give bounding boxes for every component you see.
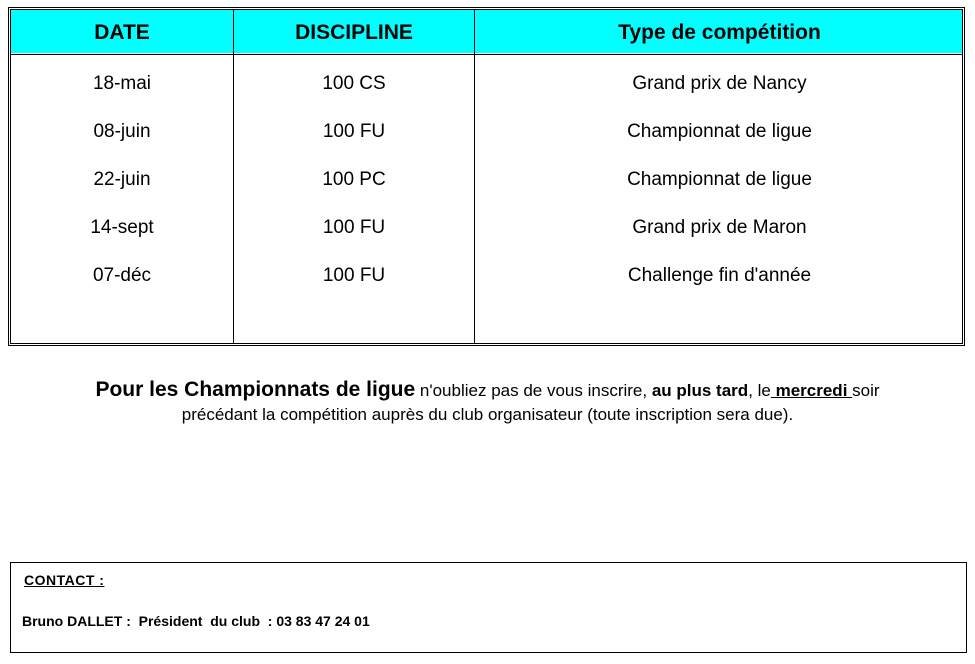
- schedule-table: [8, 7, 965, 346]
- cell-discipline: 100 PC: [322, 169, 386, 190]
- header-type: Type de compétition: [618, 21, 821, 44]
- cell-type: Grand prix de Maron: [632, 217, 807, 238]
- notice-deadline: au plus tard: [651, 381, 749, 400]
- contact-title: CONTACT :: [24, 572, 105, 588]
- cell-type: Challenge fin d'année: [627, 265, 812, 286]
- cell-type: Championnat de ligue: [627, 169, 812, 190]
- notice-text: , le: [748, 381, 771, 400]
- cell-date: 08-juin: [93, 121, 151, 142]
- header-date: DATE: [94, 21, 150, 44]
- notice-text: n'oubliez pas de vous inscrire,: [415, 381, 652, 400]
- cell-date: 07-déc: [92, 265, 152, 286]
- registration-notice: [0, 378, 975, 427]
- cell-date: 22-juin: [93, 169, 151, 190]
- notice-line-2: précédant la compétition auprès du club organisateur (toute inscription sera due).: [181, 405, 794, 424]
- notice-line-1: [0, 378, 975, 403]
- cell-discipline: 100 FU: [322, 121, 386, 142]
- notice-text: soir: [852, 381, 880, 400]
- cell-type: Championnat de ligue: [627, 121, 812, 142]
- notice-weekday: mercredi: [770, 381, 853, 400]
- cell-discipline: 100 FU: [322, 265, 386, 286]
- cell-type: Grand prix de Nancy: [632, 73, 807, 94]
- schedule-table-inner: [10, 9, 963, 344]
- cell-date: 14-sept: [90, 217, 154, 238]
- contact-box: [10, 562, 967, 653]
- header-discipline: DISCIPLINE: [295, 21, 413, 44]
- cell-discipline: 100 CS: [322, 73, 386, 94]
- cell-date: 18-mai: [92, 73, 152, 94]
- contact-president: Bruno DALLET : Président du club : 03 83 47 24 01: [22, 613, 370, 629]
- cell-discipline: 100 FU: [322, 217, 386, 238]
- notice-lead: Pour les Championnats de ligue: [95, 378, 416, 401]
